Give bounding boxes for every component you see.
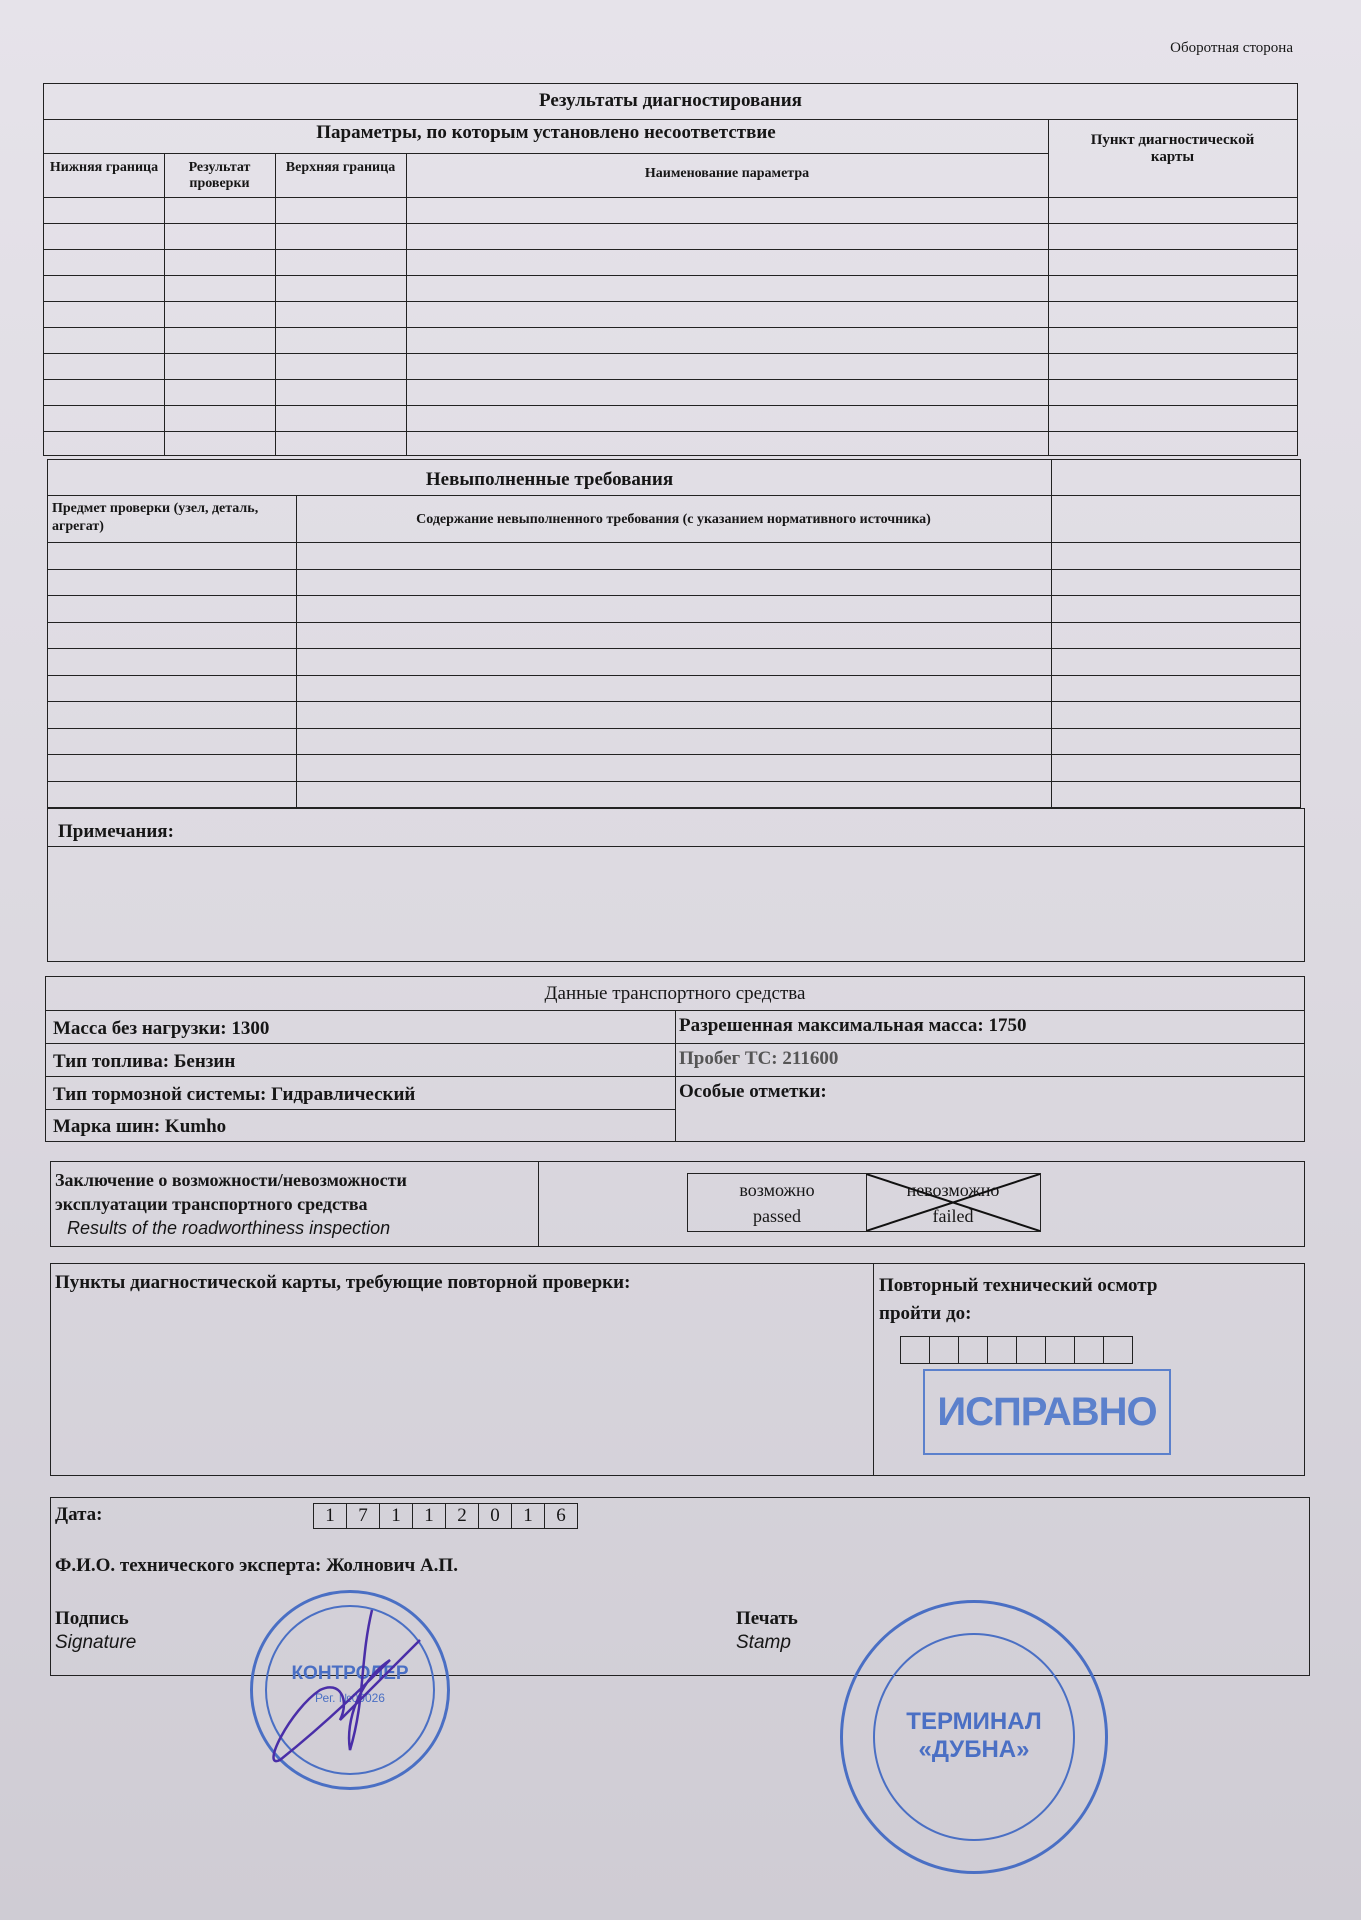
notes-section xyxy=(47,808,1305,962)
results-subtitle: Параметры, по которым установлено несоответствие xyxy=(316,122,776,143)
table-row-line xyxy=(48,595,1300,596)
verdict-passed-ru: возможно xyxy=(739,1180,815,1200)
stamp-label: Печать xyxy=(736,1608,798,1629)
vehicle-tires: Марка шин: Kumho xyxy=(53,1116,227,1137)
recheck-points-label: Пункты диагностической карты, требующие повторной проверки: xyxy=(55,1272,631,1293)
table-row-line xyxy=(48,781,1300,782)
signature-scribble xyxy=(250,1600,470,1770)
expert-name: Ф.И.О. технического эксперта: Жолнович А.П. xyxy=(55,1555,458,1576)
notes-label: Примечания: xyxy=(58,821,174,842)
company-stamp-text: ТЕРМИНАЛ «ДУБНА» xyxy=(906,1708,1042,1763)
table-row-line xyxy=(44,405,1297,406)
vehicle-mass: Масса без нагрузки: 1300 xyxy=(53,1018,270,1039)
table-row-line xyxy=(44,431,1297,432)
col-requirement: Содержание невыполненного требования (с указанием нормативного источника) xyxy=(416,512,931,527)
date-digit: 6 xyxy=(556,1505,566,1526)
results-title: Результаты диагностирования xyxy=(539,90,802,111)
verdict-box xyxy=(687,1173,1041,1232)
table-row-line xyxy=(48,675,1300,676)
date-digit: 1 xyxy=(380,1504,413,1528)
stamp-label-en: Stamp xyxy=(736,1632,791,1653)
table-row-line xyxy=(48,622,1300,623)
table-row-line xyxy=(44,379,1297,380)
repeat-label-line2: пройти до: xyxy=(879,1303,972,1324)
col-parameter-name: Наименование параметра xyxy=(644,166,810,181)
company-stamp xyxy=(840,1600,1108,1874)
table-row-line xyxy=(48,648,1300,649)
controller-stamp-text: КОНТРОЛЕР xyxy=(291,1663,409,1684)
cross-out-mark xyxy=(866,1174,1040,1231)
table-row-line xyxy=(44,223,1297,224)
card-point-header: Пункт диагностической карты xyxy=(1090,132,1255,165)
table-row-line xyxy=(44,249,1297,250)
conclusion-label-en: Results of the roadworthiness inspection xyxy=(67,1218,391,1238)
verdict-passed[interactable] xyxy=(688,1177,866,1229)
table-row-line xyxy=(44,275,1297,276)
date-digit: 7 xyxy=(347,1504,380,1528)
unmet-requirements-table xyxy=(47,459,1301,808)
vehicle-max-mass: Разрешенная максимальная масса: 1750 xyxy=(679,1015,1027,1036)
controller-stamp-reg: Рег. №00026 xyxy=(315,1691,385,1705)
table-row-line xyxy=(48,728,1300,729)
vehicle-mileage: Пробег ТС: 211600 xyxy=(679,1048,839,1069)
verdict-passed-en: passed xyxy=(753,1206,801,1226)
table-row-line xyxy=(48,701,1300,702)
table-row-line xyxy=(48,569,1300,570)
conclusion-label-line2: эксплуатации транспортного средства xyxy=(55,1194,368,1214)
vehicle-title: Данные транспортного средства xyxy=(544,983,806,1004)
table-row-line xyxy=(44,197,1297,198)
col-upper-bound: Верхняя граница xyxy=(285,160,396,175)
date-digit: 1 xyxy=(314,1504,347,1528)
date-boxes xyxy=(313,1503,578,1529)
table-row-line xyxy=(44,327,1297,328)
col-check-result: Результат проверки xyxy=(188,160,251,191)
signature-label-en: Signature xyxy=(55,1632,137,1653)
col-subject: Предмет проверки (узел, деталь, агрегат) xyxy=(52,501,259,534)
repeat-inspection-label xyxy=(879,1272,1157,1328)
table-row-line xyxy=(48,754,1300,755)
ok-stamp: ИСПРАВНО xyxy=(923,1369,1171,1455)
date-digit: 1 xyxy=(512,1504,545,1528)
recheck-section xyxy=(50,1263,1305,1476)
table-row-line xyxy=(44,301,1297,302)
date-label: Дата: xyxy=(55,1504,103,1525)
repeat-date-boxes[interactable] xyxy=(900,1336,1133,1364)
vehicle-fuel: Тип топлива: Бензин xyxy=(53,1051,236,1072)
conclusion-section xyxy=(50,1161,1305,1247)
vehicle-brakes: Тип тормозной системы: Гидравлический xyxy=(53,1084,416,1105)
verdict-failed-ru: невозможно xyxy=(906,1180,1000,1200)
vehicle-data-table xyxy=(45,976,1305,1142)
signature-label: Подпись xyxy=(55,1608,129,1629)
repeat-label-line1: Повторный технический осмотр xyxy=(879,1275,1158,1296)
date-digit: 0 xyxy=(479,1504,512,1528)
date-digit: 1 xyxy=(413,1504,446,1528)
results-table xyxy=(43,83,1298,456)
unmet-title: Невыполненные требования xyxy=(425,469,674,490)
signature-section xyxy=(50,1497,1310,1676)
vehicle-special-marks: Особые отметки: xyxy=(679,1081,827,1102)
table-row-line xyxy=(44,353,1297,354)
verdict-failed-en: failed xyxy=(932,1206,974,1226)
date-digit: 2 xyxy=(446,1504,479,1528)
page-side-label: Оборотная сторона xyxy=(1170,40,1293,56)
conclusion-label-line1: Заключение о возможности/невозможности xyxy=(55,1170,407,1190)
col-lower-bound: Нижняя граница xyxy=(49,160,159,175)
conclusion-label xyxy=(55,1168,407,1240)
table-row-line xyxy=(48,542,1300,543)
